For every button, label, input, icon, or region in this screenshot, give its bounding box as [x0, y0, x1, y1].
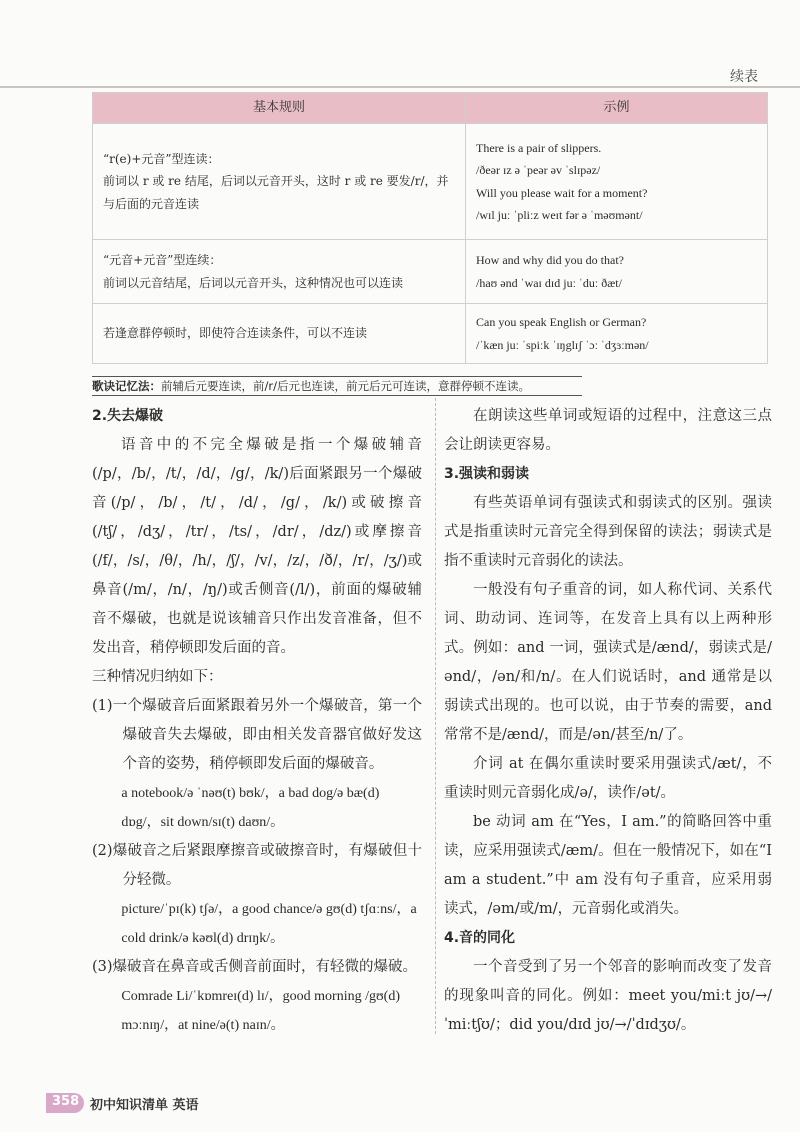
item-text: 一个爆破音后面紧跟着另外一个爆破音，第一个爆破音失去爆破，即由相关发音器官做好发这个音的姿势，稍停顿即发后面的爆破音。: [112, 698, 422, 772]
item-examples: picture/ˈpɪ(k) tʃə/，a good chance/ə gʊ(d) tʃɑːns/，a cold drink/ə kəʊl(d) drɪŋk/。: [121, 902, 417, 946]
continued-label: 续表: [730, 69, 758, 85]
rule-text: 前词以元音结尾，后词以元音开头，这种情况也可以连读: [103, 275, 404, 290]
section-heading: 2.失去爆破: [92, 408, 164, 424]
rule-cell: [93, 124, 466, 240]
example-sentence: Can you speak English or German?: [476, 315, 647, 330]
header-example: 示例: [466, 93, 768, 124]
header-rule: 基本规则: [93, 93, 466, 124]
example-cell: [466, 304, 768, 364]
example-phonetic: /wɪl juː ˈpliːz weɪt fər ə ˈməʊmənt/: [476, 207, 643, 222]
table-row: [93, 304, 768, 364]
paragraph: 一般没有句子重音的词，如人称代词、关系代词、助动词、连词等，在发音上具有以上两种形式。例如：and 一词，强读式是/ænd/，弱读式是/ənd/，/ən/和/n/。在人们说话时，and 通常是以弱读式出现的。也可以说，由于节奏的需要，and 常常不是/ænd/，而是/ən/甚至/n/了。: [444, 582, 772, 743]
example-phonetic: /ˈkæn juː ˈspiːk ˈɪŋglɪʃ ˈɔː ˈdʒɜːmən/: [476, 337, 649, 352]
list-item: [92, 953, 422, 982]
paragraph: 有些英语单词有强读式和弱读式的区别。强读式是指重读时元音完全得到保留的读法；弱读式是指不重读时元音弱化的读法。: [444, 495, 772, 569]
rule-title: “r(e)+元音”型连读：: [103, 152, 220, 167]
paragraph: 在朗读这些单词或短语的过程中，注意这三点会让朗读更容易。: [444, 408, 772, 453]
left-column: [92, 402, 422, 1040]
item-number: (2): [92, 843, 113, 859]
example-phonetic: /haʊ ənd ˈwaɪ dɪd juː ˈduː ðæt/: [476, 275, 622, 290]
item-text: 爆破音之后紧跟摩擦音或破擦音时，有爆破但十分轻微。: [112, 843, 422, 888]
example-sentence: How and why did you do that?: [476, 253, 624, 268]
item-number: (1): [92, 698, 113, 714]
paragraph: be 动词 am 在“Yes，I am.”的简略回答中重读，应采用强读式/æm/。但在一般情况下，如在“I am a student.”中 am 没有句子重音，应采用弱读式，/əm/或/m/，元音弱化或消失。: [444, 814, 772, 917]
right-column: [444, 402, 772, 1040]
page-number: 358: [52, 1094, 80, 1109]
section-heading: 3.强读和弱读: [444, 466, 530, 482]
book-title: 初中知识清单 英语: [90, 1098, 199, 1113]
paragraph: 一个音受到了另一个邻音的影响而改变了发音的现象叫音的同化。例如：meet you/miːt jʊ/→/ˈmiːtʃʊ/；did you/dɪd jʊ/→/ˈdɪdʒʊ/。: [444, 959, 772, 1033]
example-cell: [466, 124, 768, 240]
item-text: 爆破音在鼻音或舌侧音前面时，有轻微的爆破。: [112, 959, 418, 975]
mnemonic-text: 前辅后元要连读，前/r/后元也连读，前元后元可连读，意群停顿不连读。: [161, 379, 530, 393]
paragraph: 三种情况归纳如下：: [92, 669, 223, 685]
item-examples: Comrade Li/ˈkɒmreɪ(d) lɪ/，good morning /gʊ(d) mɔːnɪŋ/，at nine/ə(t) naɪn/。: [121, 989, 401, 1033]
example-cell: [466, 240, 768, 304]
list-item: [92, 692, 422, 779]
item-number: (3): [92, 959, 113, 975]
rule-title: “元音+元音”型连续：: [103, 253, 222, 268]
mnemonic-label: 歌诀记忆法：: [92, 379, 161, 393]
rule-text: 若逢意群停顿时，即使符合连读条件，可以不连读: [103, 326, 368, 341]
rule-cell: [93, 304, 466, 364]
column-divider: [435, 398, 436, 1034]
example-phonetic: /ðeər ɪz ə ˈpeər əv ˈslɪpəz/: [476, 163, 601, 178]
section-heading: 4.音的同化: [444, 930, 516, 946]
rule-text: 前词以 r 或 re 结尾，后词以元音开头，这时 r 或 re 要发/r/，并与后面的元音连读: [103, 174, 449, 211]
table-row: [93, 124, 768, 240]
example-sentence: Will you please wait for a moment?: [476, 185, 648, 200]
top-rule: [0, 86, 800, 88]
paragraph: 语音中的不完全爆破是指一个爆破辅音(/p/，/b/，/t/，/d/，/g/，/k/)后面紧跟另一个爆破音(/p/，/b/，/t/，/d/，/g/，/k/)或破擦音(/tʃ/，/dʒ/，/tr/，/ts/，/dr/，/dz/)或摩擦音(/f/，/s/，/θ/，/h/，/ʃ/，/v/，/z/，/ð/，/r/，/ʒ/)或鼻音(/m/，/n/，/ŋ/)或舌侧音(/l/)，前面的爆破辅音不爆破，也就是说该辅音只作出发音准备，但不发出音，稍停顿即发后面的音。: [92, 437, 422, 656]
example-sentence: There is a pair of slippers.: [476, 141, 602, 156]
rules-table: [92, 92, 768, 364]
rule-cell: [93, 240, 466, 304]
mnemonic-box: [92, 376, 582, 396]
paragraph: 介词 at 在偶尔重读时要采用强读式/æt/，不重读时则元音弱化成/ə/，读作/ət/。: [444, 756, 772, 801]
list-item: [92, 837, 422, 895]
item-examples: a notebook/ə ˈnəʊ(t) bʊk/，a bad dog/ə bæ(d) dɒg/，sit down/sɪ(t) daʊn/。: [121, 786, 380, 830]
table-row: [93, 240, 768, 304]
